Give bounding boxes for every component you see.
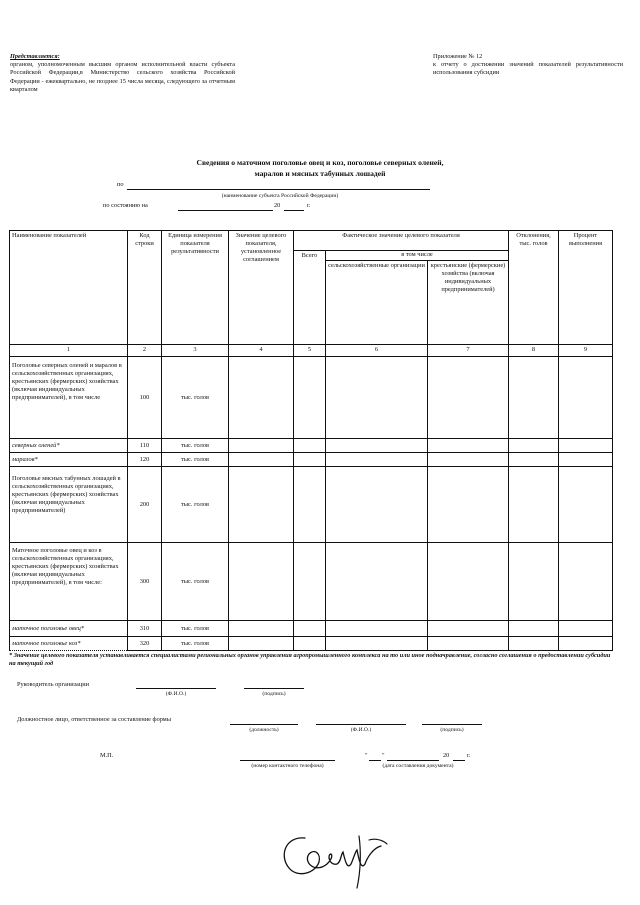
row-120-percent[interactable] [559,453,613,467]
row-120-farms[interactable] [428,453,509,467]
document-title [60,157,580,179]
responsible-signature-caption: (подпись) [440,727,464,733]
row-300-deviation[interactable] [509,543,559,621]
sign-date-suffix: г. [467,752,471,759]
row-120-target[interactable] [229,453,294,467]
row-200-percent[interactable] [559,467,613,543]
title-line-1: Сведения о маточном поголовье овец и коз, поголовье северных оленей, [196,158,444,167]
row-110-code: 110 [128,439,162,453]
row-300-percent[interactable] [559,543,613,621]
head-signature-line[interactable] [244,688,304,689]
date-quote-open: " [365,752,368,759]
header-agri-orgs: сельскохозяйственные организации [326,261,428,345]
row-300-unit: тыс. голов [162,543,229,621]
head-signature-caption: (подпись) [262,691,286,697]
row-200-farms[interactable] [428,467,509,543]
indicators-table [9,230,613,651]
header-total: Всего [294,251,326,345]
row-310-name: маточное поголовье овец* [10,621,128,637]
date-suffix: г. [307,202,311,209]
date-day-month-line[interactable] [178,210,273,211]
header-left [10,53,235,94]
row-320-farms[interactable] [428,637,509,651]
date-year-prefix: 20 [274,202,281,209]
row-320-total[interactable] [294,637,326,651]
row-310-agri[interactable] [326,621,428,637]
date-quote-close: " [382,752,385,759]
head-fio-line[interactable] [136,688,216,689]
table-row [10,543,613,621]
row-310-target[interactable] [229,621,294,637]
row-310-total[interactable] [294,621,326,637]
row-300-agri[interactable] [326,543,428,621]
col-num-2: 2 [128,345,162,357]
row-300-total[interactable] [294,543,326,621]
phone-caption: (номер контактного телефона) [251,763,324,769]
row-200-deviation[interactable] [509,467,559,543]
row-100-agri[interactable] [326,357,428,439]
header-unit: Единица измерения показателя результативности [162,231,229,345]
row-320-agri[interactable] [326,637,428,651]
col-num-9: 9 [559,345,613,357]
row-200-unit: тыс. голов [162,467,229,543]
row-320-deviation[interactable] [509,637,559,651]
row-300-farms[interactable] [428,543,509,621]
row-320-unit: тыс. голов [162,637,229,651]
row-120-total[interactable] [294,453,326,467]
table-row [10,621,613,637]
table-row [10,439,613,453]
header-target: Значение целевого показателя, установленное соглашением [229,231,294,345]
row-310-deviation[interactable] [509,621,559,637]
subject-caption: (наименование субъекта Российской Федерации) [221,193,339,199]
row-300-name: Маточное поголовье овец и коз в сельскохозяйственных организациях, крестьянских (фермерских) хозяйствах (включая индивидуальных предпринимателей), в том числе: [10,543,128,621]
row-320-name: маточное поголовье коз* [10,637,128,651]
col-num-5: 5 [294,345,326,357]
header-left-title: Представляется: [10,53,60,60]
footnote: * Значение целевого показателя устанавливается специалистами региональных органов управления агропромышленного комплекса на то или иное подначравление, согласно соглашения о предоставлении субсидии на текущий год [9,652,611,668]
handwritten-signature [275,830,395,892]
row-120-agri[interactable] [326,453,428,467]
sign-year-prefix: 20 [443,752,450,759]
position-line[interactable] [230,724,298,725]
header-code: Код строки [128,231,162,345]
row-120-unit: тыс. голов [162,453,229,467]
row-300-target[interactable] [229,543,294,621]
row-310-percent[interactable] [559,621,613,637]
row-310-code: 310 [128,621,162,637]
row-110-unit: тыс. голов [162,439,229,453]
header-percent: Процент выполнения [559,231,613,345]
row-100-name: Поголовье северных оленей и маралов в сельскохозяйственных организациях, крестьянских (фермерских) хозяйствах (включая индивидуальных предпринимателей), в том числе [10,357,128,439]
position-caption: (должность) [249,727,279,733]
row-100-code: 100 [128,357,162,439]
row-100-deviation[interactable] [509,357,559,439]
row-310-farms[interactable] [428,621,509,637]
row-110-farms[interactable] [428,439,509,453]
row-110-target[interactable] [229,439,294,453]
header-left-text: органом, уполномоченным высшим органом исполнительной власти субъекта Российской Федерации,в Министерство сельского хозяйства Российской Федерации - ежеквартально, не позднее 15 числа месяца, следующего за отчетным кварталом [10,61,235,93]
row-100-target[interactable] [229,357,294,439]
row-110-total[interactable] [294,439,326,453]
row-320-target[interactable] [229,637,294,651]
date-label: по состоянию на [103,202,148,209]
po-label: по [117,181,124,188]
row-200-agri[interactable] [326,467,428,543]
row-200-name: Поголовье мясных табунных лошадей в сельскохозяйственных организациях, крестьянских (фермерских) хозяйствах (включая индивидуальных предпринимателей) [10,467,128,543]
row-300-code: 300 [128,543,162,621]
col-num-3: 3 [162,345,229,357]
head-label: Руководитель организации [17,681,89,688]
sign-month-line[interactable] [387,760,439,761]
col-num-1: 1 [10,345,128,357]
sign-day-line[interactable] [369,760,381,761]
sign-year-line[interactable] [453,760,465,761]
row-100-unit: тыс. голов [162,357,229,439]
col-num-7: 7 [428,345,509,357]
header-name: Наименование показателей [10,231,128,345]
table-row [10,357,613,439]
row-120-code: 120 [128,453,162,467]
title-line-2: маралов и мясных табунных лошадей [254,169,386,178]
row-110-percent[interactable] [559,439,613,453]
row-110-agri[interactable] [326,439,428,453]
row-200-total[interactable] [294,467,326,543]
date-year-line[interactable] [284,210,304,211]
appendix-number: Приложение № 12 [433,53,483,60]
row-110-deviation[interactable] [509,439,559,453]
row-200-code: 200 [128,467,162,543]
col-num-8: 8 [509,345,559,357]
responsible-fio-caption: (Ф.И.О.) [350,727,372,733]
sign-date-caption: (дата составления документа) [382,763,454,769]
responsible-signature-line[interactable] [422,724,482,725]
responsible-fio-line[interactable] [316,724,406,725]
subject-name-line[interactable] [127,189,430,190]
head-fio-caption: (Ф.И.О.) [165,691,187,697]
row-100-farms[interactable] [428,357,509,439]
col-num-4: 4 [229,345,294,357]
row-320-code: 320 [128,637,162,651]
appendix-text: к отчету о достижении значений показателей результативности использования субсидии [433,61,623,77]
row-120-name: маралов* [10,453,128,467]
table-row [10,637,613,651]
row-310-unit: тыс. голов [162,621,229,637]
stamp-place-label: М.П. [100,752,114,759]
header-right [433,53,623,78]
row-110-name: северных оленей* [10,439,128,453]
row-200-target[interactable] [229,467,294,543]
row-320-percent[interactable] [559,637,613,651]
col-num-6: 6 [326,345,428,357]
responsible-label: Должностное лицо, ответственное за составление формы [17,716,172,723]
header-deviation: Отклонения, тыс. голов [509,231,559,345]
header-actual: Фактическое значение целевого показателя [294,231,509,251]
phone-line[interactable] [240,760,335,761]
row-120-deviation[interactable] [509,453,559,467]
header-including: в том числе [326,251,509,261]
table-row [10,453,613,467]
header-farms: крестьянские (фермерские) хозяйства (включая индивидуальных предпринимателей) [428,261,509,345]
table-row [10,467,613,543]
row-100-total[interactable] [294,357,326,439]
row-100-percent[interactable] [559,357,613,439]
